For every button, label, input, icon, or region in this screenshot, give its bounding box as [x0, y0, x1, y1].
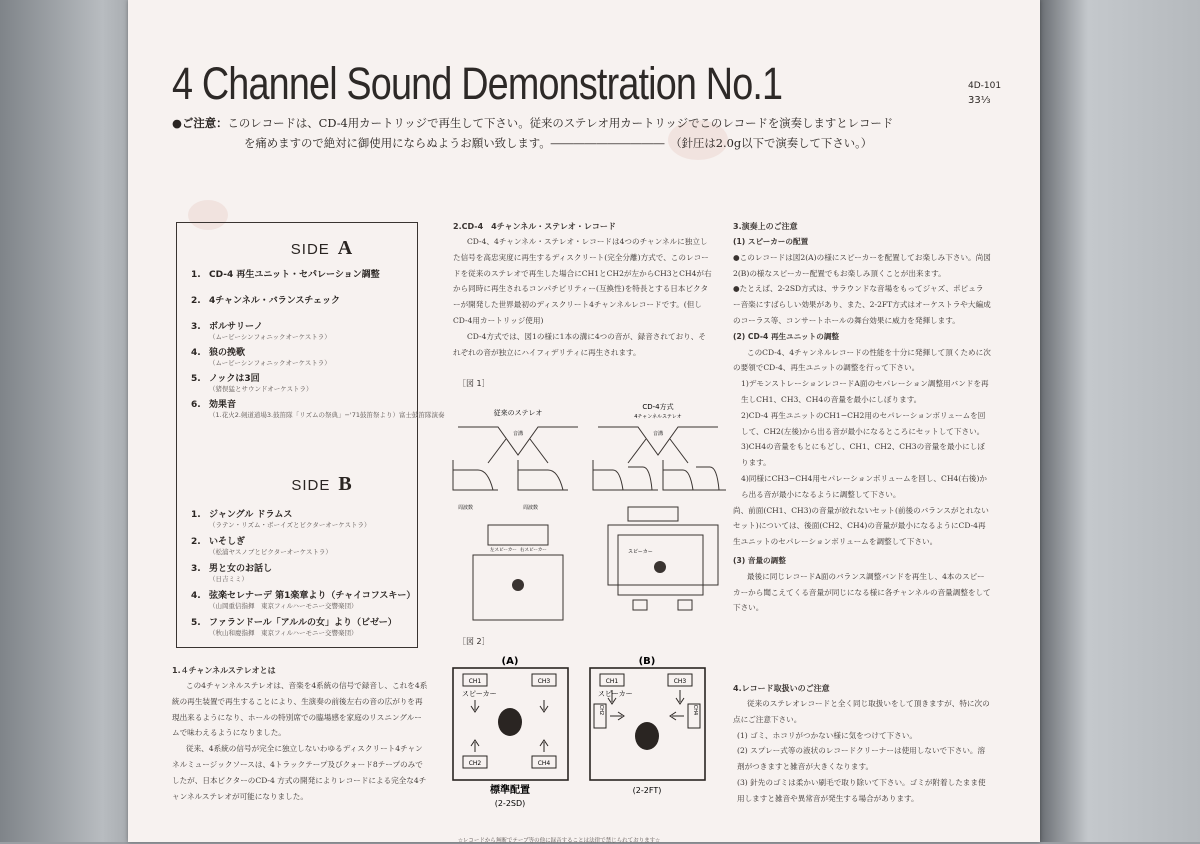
- track-title: [191, 399, 416, 411]
- track-title: [191, 269, 416, 281]
- track-number: 2.: [191, 296, 201, 306]
- side-a-label: SIDE: [290, 241, 330, 258]
- section-3: [733, 220, 991, 616]
- track-title-text: ファランドール「アルルの女」より（ビゼー）: [209, 618, 397, 628]
- track-number: 1.: [191, 510, 201, 520]
- track-number: 4.: [191, 348, 201, 358]
- section-2-para: CD-4、4チャンネル・ステレオ・レコードは4つのチャンネルに独立した信号を高忠実度に再生するディスクリート(完全分離)方式で、このレコードを従来のステレオで再生した場合にCH1とCH2が左からCH3とCH4が右から同時に再生されるコンパチビリティー(互換性)を特長とする日本ビクターが開発した世界最初のディスクリート4チャンネルレコードです。(但しCD-4用カートリッジ使用): [453, 237, 712, 325]
- fig1-left-caption: 従来のステレオ: [493, 409, 543, 417]
- track-number: 1.: [191, 270, 201, 280]
- section-3-sub1: (1) スピーカーの配置: [733, 237, 809, 246]
- track-item: [191, 536, 416, 557]
- notice-line2: を痛めますので絶対に御使用にならぬようお願い致します。―――――――――― （針圧は2.0g以下で演奏して下さい。）: [244, 136, 873, 150]
- track-title-text: ボルサリーノ: [209, 322, 263, 332]
- track-performer: （山岡重信指揮 東京フィルハーモニー交響楽団）: [209, 602, 358, 610]
- rpm-label: 33⅓: [968, 95, 991, 106]
- background-left: [0, 0, 128, 842]
- page-title: 4 Channel Sound Demonstration No.1: [172, 58, 783, 109]
- track-performer: （ムービーシンフォニックオーケストラ）: [209, 333, 331, 341]
- track-title-text: 狼の挽歌: [209, 348, 246, 358]
- fig2-a-caption: 標準配置: [490, 785, 530, 796]
- fig2-b-ch2: CH2: [598, 704, 604, 716]
- section-2-heading: 2.CD-4 4チャンネル・ステレオ・レコード: [453, 222, 616, 231]
- section-3-step: 1)デモンストレーションレコードA面のセパレーション調整用バンドを再生しCH1、CH3、CH4の音量を最小にしぼります。: [741, 379, 989, 404]
- track-title: [191, 590, 416, 602]
- fig2-a-speaker: スピーカー: [462, 690, 497, 698]
- fig2-a-label: (A): [501, 656, 519, 667]
- tracklist-box: [176, 222, 445, 648]
- track-title-text: いそしぎ: [209, 537, 246, 547]
- track-performer: （1.花火2.剣道道場3.鼓笛隊「リズムの祭典」−'71鼓笛祭より）富士鼓笛隊演奏: [209, 411, 445, 419]
- section-3-step: 2)CD-4 再生ユニットのCH1−CH2用のセパレーションボリュームを回して、CH2(左後)から出る音が最小になるところにセットして下さい。: [741, 410, 986, 436]
- footer-note: ☆レコードから無断でテープ等の他に録音することは法律で禁じられております☆: [458, 838, 661, 844]
- figure-2-diagram: [448, 650, 738, 815]
- section-3-p2: ●たとえば、2-2SD方式は、サラウンドな音場をもってジャズ、ポピュラー音楽にすばらしい効果があり、また、2-2FT方式はオーケストラや大編成のコーラス等、コンサートホールの舞台効果に威力を発揮します。: [733, 284, 991, 325]
- side-b-label: SIDE: [291, 477, 331, 494]
- track-performer: （松浦ヤスノブとビクターオーケストラ）: [209, 548, 332, 556]
- section-4-items: [733, 728, 991, 807]
- fig1-right-sub: 4チャンネルステレオ: [634, 414, 682, 420]
- track-title-text: 効果音: [209, 400, 237, 410]
- section-3-p5: 最後に同じレコードA面のバランス調整バンドを再生し、4本のスピーカーから聞こえてくる音量が同じになる様に各チャンネルの音量調整をして下さい。: [733, 571, 991, 613]
- track-item: [191, 617, 416, 638]
- fig2-b-ch1: CH1: [605, 678, 619, 685]
- fig1-right-speaker: 右スピーカー: [520, 548, 547, 553]
- track-item: [191, 399, 445, 420]
- figure-1-diagram: [438, 395, 728, 635]
- catalog-number: 4D-101: [968, 81, 1002, 91]
- track-item: [191, 269, 416, 281]
- track-item: [191, 321, 416, 342]
- fig1-left-speaker: 左スピーカー: [490, 548, 517, 553]
- fig2-b-speaker: スピーカー: [598, 690, 633, 698]
- track-number: 4.: [191, 591, 201, 601]
- track-performer: （ムービーシンフォニックオーケストラ）: [209, 359, 331, 367]
- track-title: [191, 536, 416, 548]
- fig1-freq-right: 周波数: [523, 505, 539, 511]
- fig2-a-ch3: CH3: [537, 678, 551, 685]
- track-title: [191, 295, 416, 307]
- section-2-para: CD-4方式では、図1の様に1本の溝に4つの音が、録音されており、それぞれの音が独立にハイフィデリティに再生されます。: [453, 331, 706, 357]
- section-2: [453, 220, 713, 360]
- track-title-text: ジャングル ドラムス: [209, 510, 293, 520]
- section-1: [172, 664, 428, 804]
- fig1-groove-left: 音溝: [512, 431, 524, 437]
- fig2-b-ch3: CH3: [673, 678, 687, 685]
- section-4-item: (1) ゴミ、ホコリがつかない様に気をつけて下さい。: [737, 730, 917, 740]
- record-sleeve: [128, 0, 1040, 842]
- side-b-letter: B: [338, 473, 353, 495]
- track-performer: （ラテン・リズム・ボーイズとビクターオーケストラ）: [209, 521, 371, 529]
- fig1-groove-right: 音溝: [652, 431, 664, 437]
- side-a-letter: A: [337, 237, 354, 259]
- figure-1-label: ［図 1］: [458, 379, 490, 388]
- section-3-step: 3)CH4の音量をもとにもどし、CH1、CH2、CH3の音量を最小にしぼります。: [741, 442, 985, 468]
- section-3-p1: ●このレコードは図2(A)の様にスピーカーを配置してお楽しみ下さい。尚図2(B)の様なスピーカー配置でもお楽しみ頂くことが出来ます。: [733, 252, 991, 278]
- track-title-text: 男と女のお話し: [209, 564, 273, 574]
- track-title: [191, 347, 416, 359]
- fig2-b-sub: (2-2FT): [632, 786, 662, 795]
- track-performer: （日吉ミミ）: [209, 575, 248, 583]
- notice: [172, 113, 1012, 153]
- track-title-text: ノックは3回: [209, 374, 260, 384]
- track-title: [191, 321, 416, 333]
- notice-label: ●ご注意：: [172, 116, 228, 130]
- section-1-para: この4チャンネルステレオは、音楽を4系統の信号で録音し、これを4系統の再生装置で再生することにより、生演奏の前後左右の音の広がりを再現出来るようになり、ホールの特別席での臨場感を家庭のリスニングルームで味わえるようになりました。: [172, 681, 428, 738]
- section-3-steps: [733, 376, 991, 502]
- track-item: [191, 295, 416, 307]
- section-3-heading: 3.演奏上のご注意: [733, 222, 798, 231]
- side-b-heading: [237, 473, 407, 496]
- fig2-a-ch2: CH2: [468, 760, 482, 767]
- track-number: 3.: [191, 564, 201, 574]
- track-title-text: 弦楽セレナーデ 第1楽章より（チャイコフスキー）: [209, 591, 416, 601]
- track-number: 5.: [191, 374, 201, 384]
- fig2-a-sub: (2-2SD): [494, 799, 526, 808]
- track-number: 6.: [191, 400, 201, 410]
- track-item: [191, 509, 416, 530]
- section-1-heading: 1.４チャンネルステレオとは: [172, 666, 276, 675]
- track-title: [191, 617, 416, 629]
- track-title: [191, 509, 416, 521]
- track-title: [191, 373, 416, 385]
- notice-line1: このレコードは、CD-4用カートリッジで再生して下さい。従来のステレオ用カートリッジでこのレコードを演奏しますとレコード: [227, 116, 894, 130]
- track-item: [191, 563, 416, 584]
- fig1-freq-left: 周波数: [458, 505, 474, 511]
- track-number: 5.: [191, 618, 201, 628]
- fig2-a-ch4: CH4: [537, 760, 551, 767]
- background-right: [1040, 0, 1200, 842]
- fig2-b-ch4: CH4: [692, 704, 698, 716]
- section-3-p4: 尚、前面(CH1、CH3)の音量が絞れないセット(前後のバランスがとれないセット)については、後面(CH2、CH4)の音量が最小になるようにCD-4再生ユニットのセパレーションボリュームを調整して下さい。: [733, 505, 989, 547]
- figure-2-label: ［図 2］: [458, 637, 490, 646]
- track-title-text: CD-4 再生ユニット・セパレーション調整: [209, 270, 380, 280]
- track-number: 2.: [191, 537, 201, 547]
- track-item: [191, 373, 416, 394]
- section-3-step: 4)同様にCH3−CH4用セパレーションボリュームを回し、CH4(右後)から出る音が最小になるように調整して下さい。: [741, 473, 987, 499]
- section-1-para: 従来、4系統の信号が完全に独立しないわゆるディスクリート4チャンネルミュージックソースは、4トラックテープ及びクォード8テープのみでしたが、日本ビクターのCD-4 方式の開発によりレコードによる完全な4チャンネルステレオが可能になりました。: [172, 744, 427, 801]
- track-item: [191, 347, 416, 368]
- section-3-p3: このCD-4、4チャンネルレコードの性能を十分に発揮して頂くために次の要領でCD-4、再生ユニットの調整を行って下さい。: [733, 347, 991, 373]
- section-4-item: (2) スプレー式等の液状のレコードクリーナーは使用しないで下さい。溶剤がつきますと雑音が大きくなります。: [737, 746, 986, 772]
- section-4-item: (3) 針先のゴミは柔かい刷毛で取り除いて下さい。ゴミが附着したまま使用しますと雑音や異常音が発生する場合があります。: [737, 777, 986, 803]
- side-a-heading: [237, 237, 407, 260]
- track-title-text: 4チャンネル・バランスチェック: [209, 296, 341, 306]
- fig2-a-ch1: CH1: [468, 678, 482, 685]
- track-item: [191, 590, 416, 611]
- section-3-sub2: (2) CD-4 再生ユニットの調整: [733, 331, 840, 341]
- section-4-p1: 従来のステレオレコードと全く同じ取扱いをして頂きますが、特に次の点にご注意下さい。: [733, 699, 990, 724]
- fig2-b-label: (B): [638, 656, 656, 667]
- section-4-heading: 4.レコード取扱いのご注意: [733, 684, 830, 693]
- fig1-speaker: スピーカー: [628, 549, 653, 555]
- track-performer: （秋山和慶指揮 東京フィルハーモニー交響楽団）: [209, 629, 358, 637]
- track-performer: （猪俣猛とサウンドオーケストラ）: [209, 385, 313, 393]
- track-title: [191, 563, 416, 575]
- section-3-sub3: (3) 音量の調整: [733, 555, 786, 565]
- track-number: 3.: [191, 322, 201, 332]
- fig1-right-caption: CD-4方式: [642, 403, 674, 411]
- section-4: [733, 682, 991, 807]
